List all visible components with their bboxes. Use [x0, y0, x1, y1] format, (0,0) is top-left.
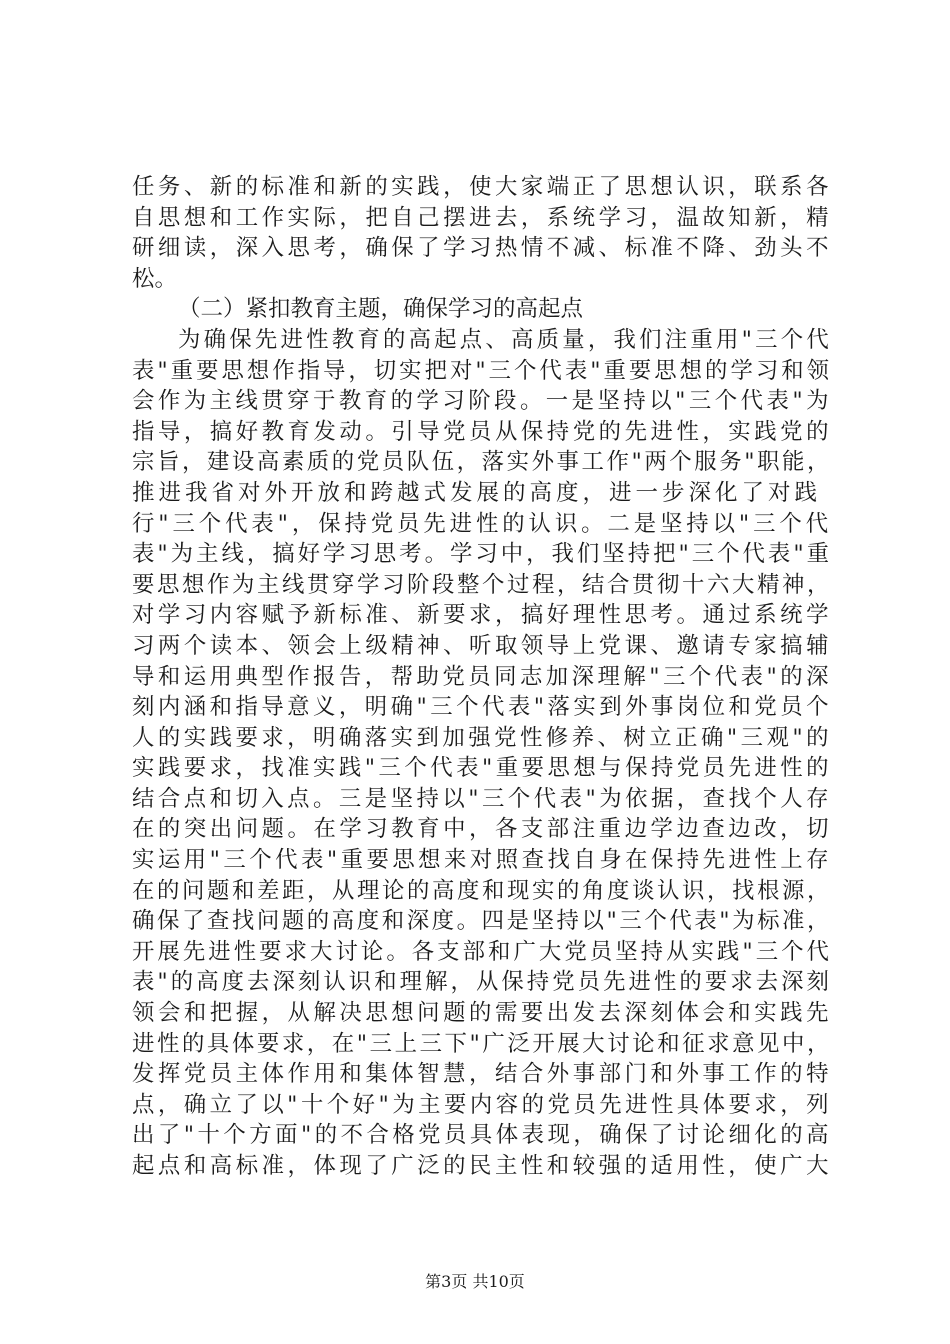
body-text — [132, 172, 832, 1182]
paragraph-line: 要思想作为主线贯穿学习阶段整个过程，结合贯彻十六大精神， — [132, 571, 832, 598]
paragraph-line: 行"三个代表"，保持党员先进性的认识。二是坚持以"三个代 — [132, 510, 832, 537]
paragraph-line: 习两个读本、领会上级精神、听取领导上党课、邀请专家搞辅 — [132, 632, 832, 659]
paragraph-line: 人的实践要求，明确落实到加强党性修养、树立正确"三观"的 — [132, 724, 832, 751]
paragraph-line: 松。 — [132, 265, 178, 292]
paragraph-line: 自思想和工作实际，把自己摆进去，系统学习，温故知新，精 — [132, 204, 832, 231]
paragraph-line: 指导，搞好教育发动。引导党员从保持党的先进性，实践党的 — [132, 418, 832, 445]
paragraph-line: 出了"十个方面"的不合格党员具体表现，确保了讨论细化的高 — [132, 1122, 832, 1149]
paragraph-line: 推进我省对外开放和跨越式发展的高度，进一步深化了对践 — [132, 479, 822, 506]
paragraph-line: 结合点和切入点。三是坚持以"三个代表"为依据，查找个人存 — [132, 785, 832, 812]
page-footer: 第3页 共10页 — [425, 1272, 525, 1291]
paragraph-line: 表"为主线，搞好学习思考。学习中，我们坚持把"三个代表"重 — [132, 541, 832, 568]
paragraph-line: 表"重要思想作指导，切实把对"三个代表"重要思想的学习和领 — [132, 357, 832, 384]
paragraph-line: 确保了查找问题的高度和深度。四是坚持以"三个代表"为标准， — [132, 908, 832, 935]
paragraph-line: 在的突出问题。在学习教育中，各支部注重边学边查边改，切 — [132, 816, 832, 843]
paragraph-line: 研细读，深入思考，确保了学习热情不减、标准不降、劲头不 — [132, 235, 832, 262]
paragraph-line: 进性的具体要求，在"三上三下"广泛开展大讨论和征求意见中， — [132, 1030, 832, 1057]
section-heading: （二）紧扣教育主题，确保学习的高起点 — [178, 296, 584, 323]
paragraph-line: 领会和把握，从解决思想问题的需要出发去深刻体会和实践先 — [132, 1000, 832, 1027]
paragraph-line: 刻内涵和指导意义，明确"三个代表"落实到外事岗位和党员个 — [132, 694, 832, 721]
paragraph-line: 起点和高标准，体现了广泛的民主性和较强的适用性，使广大 — [132, 1153, 832, 1179]
paragraph-line: 导和运用典型作报告，帮助党员同志加深理解"三个代表"的深 — [132, 663, 832, 690]
paragraph-line: 对学习内容赋予新标准、新要求，搞好理性思考。通过系统学 — [132, 602, 832, 629]
paragraph-line: 发挥党员主体作用和集体智慧，结合外事部门和外事工作的特 — [132, 1061, 832, 1088]
paragraph-line: 表"的高度去深刻认识和理解，从保持党员先进性的要求去深刻 — [132, 969, 832, 996]
paragraph-line: 会作为主线贯穿于教育的学习阶段。一是坚持以"三个代表"为 — [132, 388, 832, 415]
paragraph-line: 实运用"三个代表"重要思想来对照查找自身在保持先进性上存 — [132, 847, 832, 874]
paragraph-line: 任务、新的标准和新的实践，使大家端正了思想认识，联系各 — [132, 174, 832, 200]
paragraph-line: 宗旨，建设高素质的党员队伍，落实外事工作"两个服务"职能， — [132, 449, 832, 476]
paragraph-line: 在的问题和差距，从理论的高度和现实的角度谈认识，找根源， — [132, 877, 832, 904]
paragraph-line: 点，确立了以"十个好"为主要内容的党员先进性具体要求，列 — [132, 1091, 832, 1118]
paragraph-line: 开展先进性要求大讨论。各支部和广大党员坚持从实践"三个代 — [132, 938, 832, 965]
paragraph-line: 实践要求，找准实践"三个代表"重要思想与保持党员先进性的 — [132, 755, 832, 782]
paragraph-line: 为确保先进性教育的高起点、高质量，我们注重用"三个代 — [178, 326, 832, 353]
